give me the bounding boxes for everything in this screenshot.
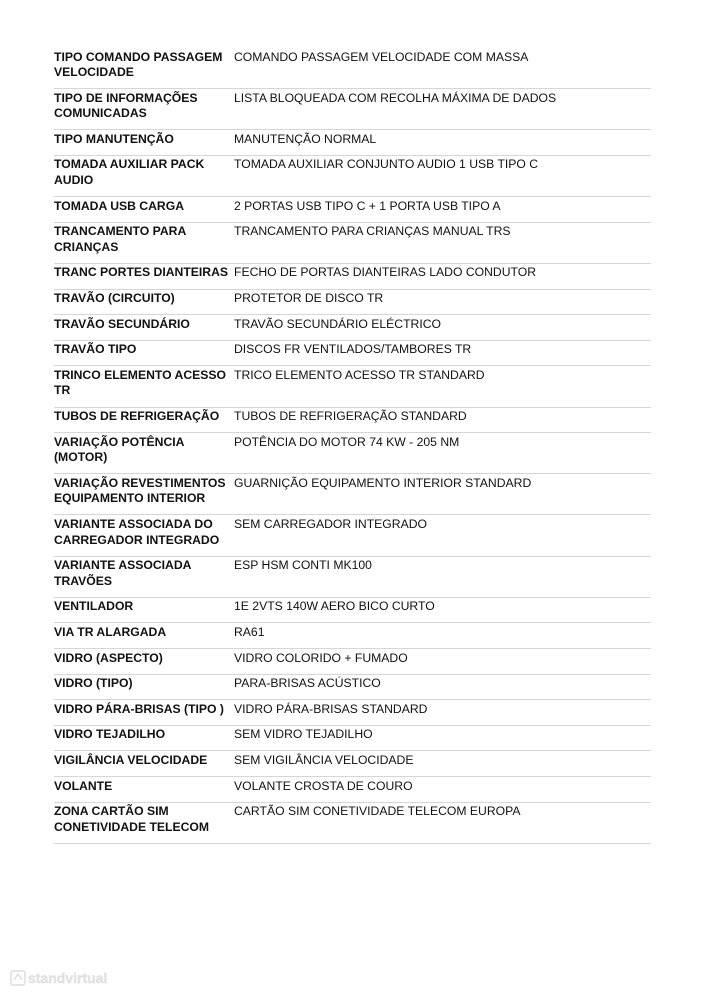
spec-value: VIDRO COLORIDO + FUMADO (234, 649, 651, 675)
table-row (54, 649, 651, 675)
table-row (54, 515, 651, 556)
table-row (54, 700, 651, 726)
spec-value: RA61 (234, 623, 651, 649)
specifications-table (54, 48, 651, 844)
spec-value: PROTETOR DE DISCO TR (234, 289, 651, 315)
table-row (54, 197, 651, 223)
spec-value: FECHO DE PORTAS DIANTEIRAS LADO CONDUTOR (234, 263, 651, 289)
table-row (54, 48, 651, 89)
spec-value: SEM CARREGADOR INTEGRADO (234, 515, 651, 556)
spec-value: CARTÃO SIM CONETIVIDADE TELECOM EUROPA (234, 802, 651, 843)
table-row (54, 556, 651, 597)
spec-value: TOMADA AUXILIAR CONJUNTO AUDIO 1 USB TIPO C (234, 155, 651, 196)
table-row (54, 222, 651, 263)
table-row (54, 263, 651, 289)
spec-value: VOLANTE CROSTA DE COURO (234, 777, 651, 803)
spec-value: COMANDO PASSAGEM VELOCIDADE COM MASSA (234, 48, 651, 89)
spec-label: VARIAÇÃO REVESTIMENTOS EQUIPAMENTO INTERIOR (54, 474, 234, 515)
table-row (54, 155, 651, 196)
spec-label: TRAVÃO (CIRCUITO) (54, 289, 234, 315)
table-row (54, 674, 651, 700)
spec-value: TUBOS DE REFRIGERAÇÃO STANDARD (234, 407, 651, 433)
table-row (54, 289, 651, 315)
spec-label: TUBOS DE REFRIGERAÇÃO (54, 407, 234, 433)
spec-label: VENTILADOR (54, 597, 234, 623)
spec-label: VARIANTE ASSOCIADA TRAVÕES (54, 556, 234, 597)
spec-label: VIDRO (ASPECTO) (54, 649, 234, 675)
spec-value: SEM VIGILÂNCIA VELOCIDADE (234, 751, 651, 777)
spec-value: TRICO ELEMENTO ACESSO TR STANDARD (234, 366, 651, 407)
standvirtual-logo-icon (10, 968, 128, 988)
spec-label: TIPO MANUTENÇÃO (54, 130, 234, 156)
spec-label: TRANCAMENTO PARA CRIANÇAS (54, 222, 234, 263)
table-row (54, 802, 651, 843)
table-row (54, 474, 651, 515)
spec-label: VARIANTE ASSOCIADA DO CARREGADOR INTEGRADO (54, 515, 234, 556)
table-row (54, 623, 651, 649)
table-row (54, 597, 651, 623)
spec-value: DISCOS FR VENTILADOS/TAMBORES TR (234, 340, 651, 366)
spec-label: TRAVÃO SECUNDÁRIO (54, 315, 234, 341)
spec-label: VIDRO (TIPO) (54, 674, 234, 700)
spec-value: TRANCAMENTO PARA CRIANÇAS MANUAL TRS (234, 222, 651, 263)
spec-label: VIA TR ALARGADA (54, 623, 234, 649)
table-row (54, 315, 651, 341)
spec-label: VIDRO TEJADILHO (54, 725, 234, 751)
spec-label: TRAVÃO TIPO (54, 340, 234, 366)
spec-label: VIDRO PÁRA-BRISAS (TIPO ) (54, 700, 234, 726)
spec-value: 2 PORTAS USB TIPO C + 1 PORTA USB TIPO A (234, 197, 651, 223)
spec-label: VIGILÂNCIA VELOCIDADE (54, 751, 234, 777)
spec-label: TIPO COMANDO PASSAGEM VELOCIDADE (54, 48, 234, 89)
table-row (54, 366, 651, 407)
spec-label: TIPO DE INFORMAÇÕES COMUNICADAS (54, 89, 234, 130)
spec-value: VIDRO PÁRA-BRISAS STANDARD (234, 700, 651, 726)
watermark-text: standvirtual (28, 970, 108, 986)
spec-value: TRAVÃO SECUNDÁRIO ELÉCTRICO (234, 315, 651, 341)
table-row (54, 725, 651, 751)
spec-value: SEM VIDRO TEJADILHO (234, 725, 651, 751)
spec-label: ZONA CARTÃO SIM CONETIVIDADE TELECOM (54, 802, 234, 843)
spec-label: VARIAÇÃO POTÊNCIA (MOTOR) (54, 433, 234, 474)
standvirtual-watermark (10, 968, 128, 988)
spec-label: VOLANTE (54, 777, 234, 803)
specifications-table-body (54, 48, 651, 843)
table-row (54, 340, 651, 366)
spec-label: TOMADA USB CARGA (54, 197, 234, 223)
spec-value: LISTA BLOQUEADA COM RECOLHA MÁXIMA DE DADOS (234, 89, 651, 130)
spec-value: GUARNIÇÃO EQUIPAMENTO INTERIOR STANDARD (234, 474, 651, 515)
spec-value: 1E 2VTS 140W AERO BICO CURTO (234, 597, 651, 623)
spec-value: ESP HSM CONTI MK100 (234, 556, 651, 597)
table-row (54, 433, 651, 474)
table-row (54, 89, 651, 130)
spec-label: TRANC PORTES DIANTEIRAS (54, 263, 234, 289)
table-row (54, 777, 651, 803)
table-row (54, 751, 651, 777)
table-row (54, 130, 651, 156)
spec-value: POTÊNCIA DO MOTOR 74 KW - 205 NM (234, 433, 651, 474)
table-row (54, 407, 651, 433)
spec-label: TOMADA AUXILIAR PACK AUDIO (54, 155, 234, 196)
spec-value: PARA-BRISAS ACÚSTICO (234, 674, 651, 700)
spec-value: MANUTENÇÃO NORMAL (234, 130, 651, 156)
spec-label: TRINCO ELEMENTO ACESSO TR (54, 366, 234, 407)
